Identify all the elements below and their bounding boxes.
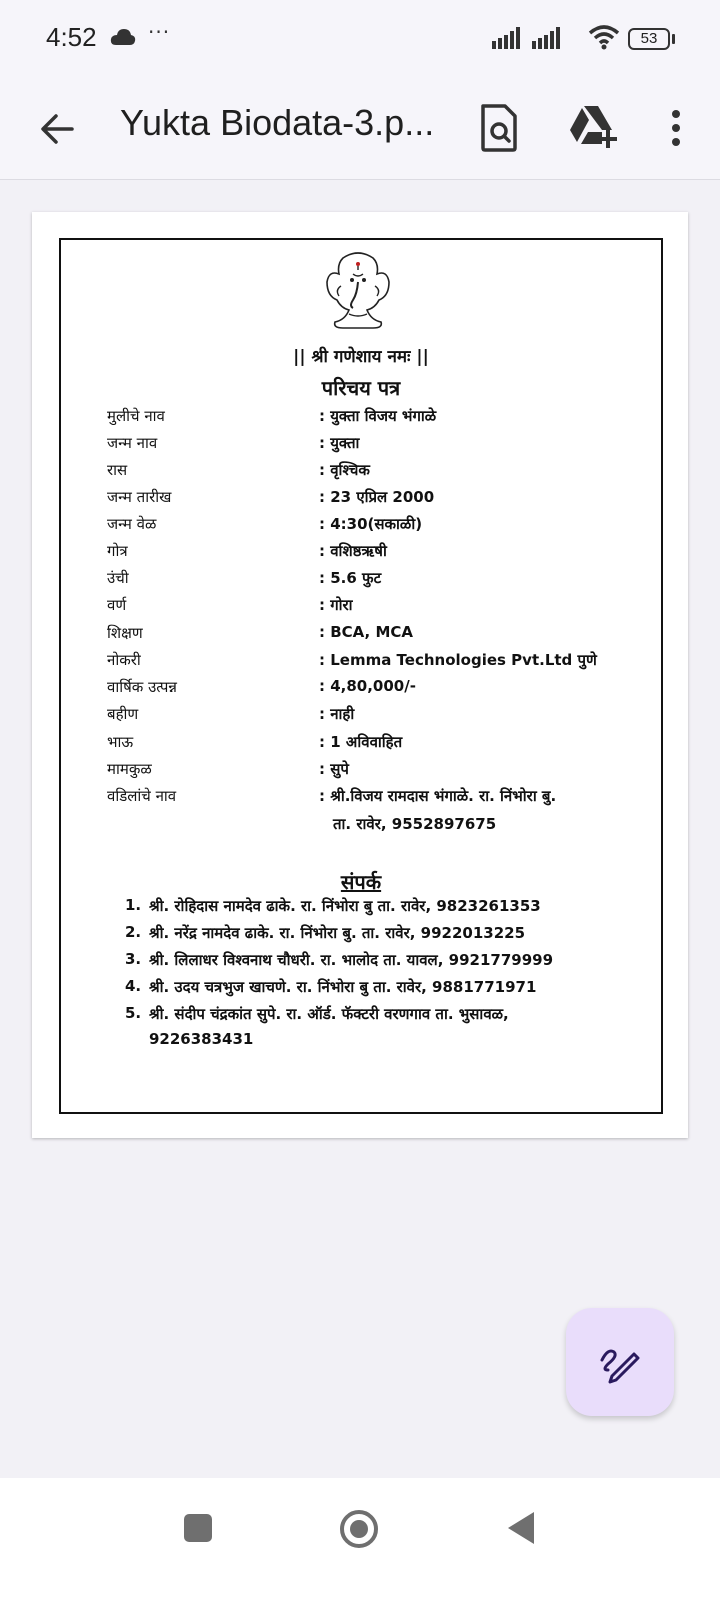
signal-icon-2 <box>532 27 564 49</box>
home-icon-dot <box>350 1520 368 1538</box>
contact-text: श्री. रोहिदास नामदेव ढाके. रा. निंभोरा बु ता. रावेर, 9823261353 <box>149 897 541 915</box>
back-icon[interactable] <box>508 1512 534 1544</box>
battery-icon <box>628 28 670 50</box>
contact-text: श्री. नरेंद्र नामदेव ढाके. रा. निंभोरा बु. ता. रावेर, 9922013225 <box>149 924 526 942</box>
field-label: वडिलांचे नाव <box>107 787 177 805</box>
search-document-button[interactable] <box>475 102 523 154</box>
back-button[interactable] <box>34 104 84 154</box>
field-value: : नाही <box>319 705 355 723</box>
field-label: गोत्र <box>107 542 128 560</box>
field-value: : 5.6 फुट <box>319 569 382 587</box>
field-value: : गोरा <box>319 596 353 614</box>
invocation-text: || श्री गणेशाय नमः || <box>293 347 429 367</box>
pdf-page[interactable] <box>32 212 688 1138</box>
field-value: : युक्ता विजय भंगाळे <box>319 407 437 425</box>
contact-number: 2. <box>125 923 142 941</box>
app-bar <box>0 80 720 180</box>
contact-number: 5. <box>125 1004 142 1022</box>
recents-icon[interactable] <box>184 1514 212 1542</box>
battery-level: 53 <box>640 30 658 47</box>
more-options-button[interactable] <box>664 102 688 154</box>
field-value: : 1 अविवाहित <box>319 733 403 751</box>
navigation-bar <box>0 1478 720 1600</box>
contact-text-continued: 9226383431 <box>149 1030 254 1048</box>
field-label: मुलीचे नाव <box>107 407 165 425</box>
battery-tip <box>672 34 675 44</box>
document-title: Yukta Biodata-3.p... <box>120 102 435 143</box>
field-value: : 4,80,000/- <box>319 677 416 695</box>
biodata-frame <box>59 238 663 1114</box>
field-value: : सुपे <box>319 760 349 778</box>
field-label: भाऊ <box>107 733 134 751</box>
field-label: जन्म वेळ <box>107 515 157 533</box>
field-label: रास <box>107 461 128 479</box>
more-vert-icon <box>664 102 688 154</box>
contact-text: श्री. संदीप चंद्रकांत सुपे. रा. ऑर्ड. फॅक्टरी वरणगाव ता. भुसावळ, <box>149 1005 509 1023</box>
field-value: : वशिष्ठऋषी <box>319 542 387 560</box>
cloud-icon <box>110 28 136 46</box>
add-to-drive-icon <box>568 100 618 152</box>
field-value: : Lemma Technologies Pvt.Ltd पुणे <box>319 651 597 669</box>
search-document-icon <box>475 102 523 154</box>
field-label: शिक्षण <box>107 624 143 642</box>
status-time: 4:52 <box>46 22 97 52</box>
biodata-heading: परिचय पत्र <box>321 376 401 400</box>
field-value: : वृश्चिक <box>319 461 370 479</box>
field-value: : 23 एप्रिल 2000 <box>319 488 435 506</box>
field-label: वर्ण <box>107 596 127 614</box>
add-to-drive-button[interactable] <box>568 100 618 152</box>
field-label: नोकरी <box>107 651 141 669</box>
contact-text: श्री. उदय चत्रभुज खाचणे. रा. निंभोरा बु ता. रावेर, 9881771971 <box>149 978 537 996</box>
field-value: : श्री.विजय रामदास भंगाळे. रा. निंभोरा बु. <box>319 787 557 805</box>
field-value: : 4:30(सकाळी) <box>319 515 423 533</box>
contact-number: 1. <box>125 896 142 914</box>
field-label: उंची <box>107 569 129 587</box>
ganesh-icon <box>323 250 393 332</box>
contact-number: 3. <box>125 950 142 968</box>
back-arrow-icon <box>34 104 84 154</box>
field-value-continued: ता. रावेर, 9552897675 <box>333 815 497 833</box>
status-bar <box>0 0 720 80</box>
home-icon[interactable] <box>340 1510 378 1548</box>
pen-edit-icon <box>598 1340 642 1384</box>
status-overflow: ··· <box>148 20 171 44</box>
signal-icon <box>492 27 524 49</box>
wifi-icon <box>588 24 620 50</box>
field-label: मामकुळ <box>107 760 152 778</box>
contact-text: श्री. लिलाधर विश्वनाथ चौधरी. रा. भालोद ता. यावल, 9921779999 <box>149 951 554 969</box>
field-label: जन्म नाव <box>107 434 158 452</box>
annotate-fab-button[interactable] <box>566 1308 674 1416</box>
field-value: : BCA, MCA <box>319 623 414 641</box>
contact-number: 4. <box>125 977 142 995</box>
contact-heading: संपर्क <box>340 870 382 894</box>
field-label: वार्षिक उत्पन्न <box>107 678 177 696</box>
field-label: बहीण <box>107 705 139 723</box>
field-label: जन्म तारीख <box>107 488 172 506</box>
field-value: : युक्ता <box>319 434 360 452</box>
